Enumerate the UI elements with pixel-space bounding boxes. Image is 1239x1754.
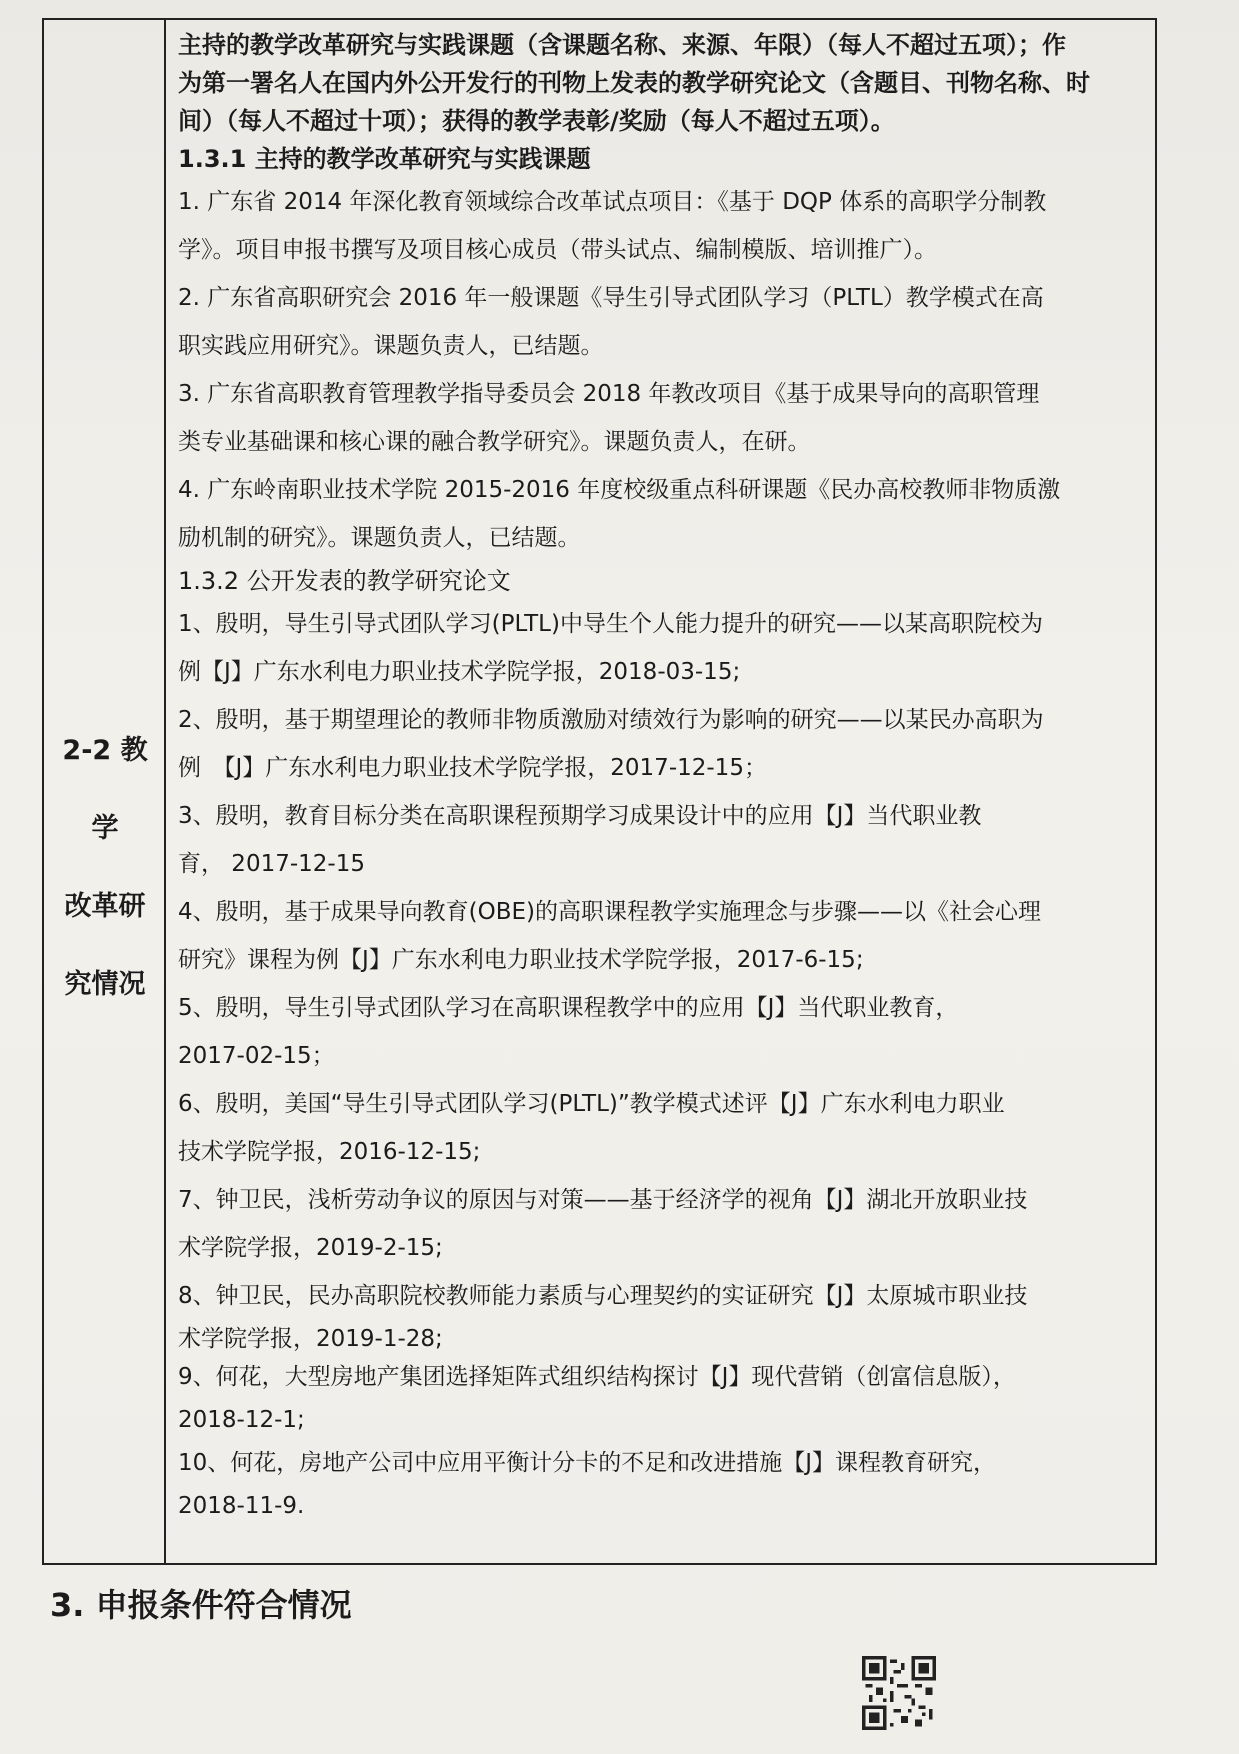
project-line: 4. 广东岭南职业技术学院 2015-2016 年度校级重点科研课题《民办高校教师非物质激 <box>178 477 1061 503</box>
project-list <box>178 178 1150 562</box>
project-line: 类专业基础课和核心课的融合教学研究》。课题负责人，在研。 <box>178 429 811 455</box>
heading-papers: 1.3.2 公开发表的教学研究论文 <box>178 567 511 595</box>
section-instructions <box>178 26 1150 140</box>
project-line: 3. 广东省高职教育管理教学指导委员会 2018 年教改项目《基于成果导向的高职管理 <box>178 381 1040 407</box>
paper-line: 术学院学报，2019-2-15; <box>178 1235 443 1261</box>
project-line: 2. 广东省高职研究会 2016 年一般课题《导生引导式团队学习（PLTL）教学模式在高 <box>178 285 1044 311</box>
instruction-line: 为第一署名人在国内外公开发行的刊物上发表的教学研究论文（含题目、刊物名称、时 <box>178 69 1090 97</box>
paper-line: 例 【J】广东水利电力职业技术学院学报，2017-12-15； <box>178 755 767 781</box>
project-line: 1. 广东省 2014 年深化教育领域综合改革试点项目：《基于 DQP 体系的高职学分制教 <box>178 189 1047 215</box>
paper-line: 育， 2017-12-15 <box>178 851 365 877</box>
section-label <box>52 712 158 1024</box>
section-content <box>178 26 1150 1530</box>
paper-list <box>178 600 1150 1530</box>
paper-line: 1、殷明，导生引导式团队学习(PLTL)中导生个人能力提升的研究——以某高职院校为 <box>178 611 1043 637</box>
project-line: 学》。项目申报书撰写及项目核心成员（带头试点、编制模版、培训推广）。 <box>178 237 937 263</box>
paper-line: 6、殷明，美国“导生引导式团队学习(PLTL)”教学模式述评【J】广东水利电力职业 <box>178 1091 1005 1117</box>
section-label-cell <box>44 20 166 1563</box>
paper-line: 7、钟卫民，浅析劳动争议的原因与对策——基于经济学的视角【J】湖北开放职业技 <box>178 1187 1028 1213</box>
project-line: 励机制的研究》。课题负责人，已结题。 <box>178 525 581 551</box>
paper-line: 5、殷明，导生引导式团队学习在高职课程教学中的应用【J】当代职业教育， <box>178 995 959 1021</box>
paper-line: 10、何花，房地产公司中应用平衡计分卡的不足和改进措施【J】课程教育研究， <box>178 1450 997 1476</box>
paper-line: 9、何花，大型房地产集团选择矩阵式组织结构探讨【J】现代营销（创富信息版）， <box>178 1364 1016 1390</box>
paper-line: 2、殷明，基于期望理论的教师非物质激励对绩效行为影响的研究——以某民办高职为 <box>178 707 1044 733</box>
paper-line: 例【J】广东水利电力职业技术学院学报，2018-03-15; <box>178 659 741 685</box>
paper-line: 2017-02-15； <box>178 1043 335 1069</box>
instruction-line: 主持的教学改革研究与实践课题（含课题名称、来源、年限）（每人不超过五项）；作 <box>178 31 1066 59</box>
paper-line: 技术学院学报，2016-12-15; <box>178 1139 481 1165</box>
paper-line: 2018-11-9. <box>178 1493 305 1519</box>
paper-line: 2018-12-1; <box>178 1407 305 1433</box>
paper-line: 8、钟卫民，民办高职院校教师能力素质与心理契约的实证研究【J】太原城市职业技 <box>178 1283 1028 1309</box>
section-label-line: 2-2 教学 <box>62 735 148 844</box>
paper-line: 4、殷明，基于成果导向教育(OBE)的高职课程教学实施理念与步骤——以《社会心理 <box>178 899 1041 925</box>
qr-code-icon <box>862 1656 936 1730</box>
form-table <box>42 18 1157 1565</box>
next-section-title: 3. 申报条件符合情况 <box>50 1586 352 1624</box>
section-label-line: 改革研 <box>64 891 146 922</box>
instruction-line: 间）（每人不超过十项）；获得的教学表彰/奖励（每人不超过五项）。 <box>178 107 895 135</box>
section-label-line: 究情况 <box>64 969 146 1000</box>
paper-line: 研究》课程为例【J】广东水利电力职业技术学院学报，2017-6-15; <box>178 947 864 973</box>
heading-projects: 1.3.1 主持的教学改革研究与实践课题 <box>178 145 591 173</box>
paper-line: 3、殷明，教育目标分类在高职课程预期学习成果设计中的应用【J】当代职业教 <box>178 803 982 829</box>
paper-line: 术学院学报，2019-1-28; <box>178 1326 443 1352</box>
project-line: 职实践应用研究》。课题负责人，已结题。 <box>178 333 604 359</box>
